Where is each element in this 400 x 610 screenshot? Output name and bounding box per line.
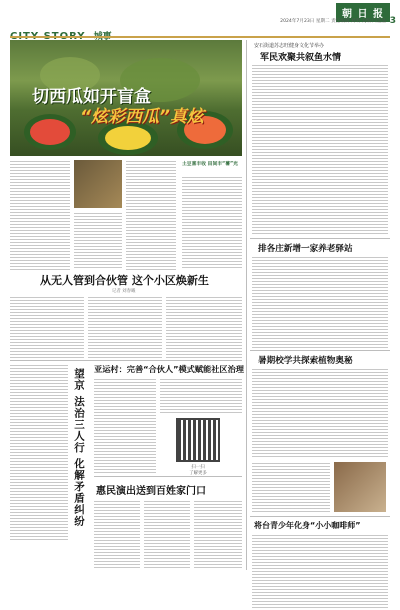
army-kicker: 安石街道苏志旺健身文化节举办 xyxy=(254,43,325,49)
army-story xyxy=(252,64,388,236)
divider-3 xyxy=(250,516,390,517)
left-vertical-headline: 望京 法治三人行 化解矛盾纠纷 xyxy=(73,368,85,527)
sub-story-col1 xyxy=(94,378,156,474)
lead-headline-1: 切西瓜如开盲盒 xyxy=(32,87,151,107)
lead-story-col1 xyxy=(10,160,70,270)
potato-headline-box xyxy=(182,160,242,174)
qr-caption: 扫一扫 了解更多 xyxy=(189,465,207,476)
coffee-story-top xyxy=(252,462,330,512)
middle-story-col2 xyxy=(88,296,162,358)
page-number: 3 xyxy=(389,16,396,26)
sub-story-col2 xyxy=(160,378,242,414)
coffee-photo xyxy=(334,462,386,512)
middle-story-col1 xyxy=(10,296,84,358)
army-headline: 军民欢聚共叙鱼水情 xyxy=(260,53,342,63)
bottom-story-col2 xyxy=(144,500,190,570)
middle-byline: 记者 刘春曦 xyxy=(112,289,136,294)
bottom-story-col1 xyxy=(94,500,140,570)
coffee-headline: 将台青少年化身“小小咖啡师” xyxy=(254,521,361,530)
potato-story xyxy=(182,176,242,270)
lead-story-col3 xyxy=(126,160,176,270)
masthead xyxy=(0,0,400,38)
divider-2 xyxy=(250,350,390,351)
lead-photo-small xyxy=(74,160,122,208)
left-vertical-story xyxy=(10,364,68,542)
masthead-rule xyxy=(10,36,390,38)
bottom-headline: 惠民演出送到百姓家门口 xyxy=(96,486,206,497)
sub-headline: 亚运村：完善“合伙人”模式赋能社区治理 xyxy=(94,364,244,374)
masthead-logo: 朝 日 报 xyxy=(336,3,390,22)
left-vertical-box xyxy=(10,364,90,544)
potato-headline: 土豆喜丰收 田间丰“薯”光 xyxy=(182,162,238,167)
watermelon-photo xyxy=(10,40,242,156)
qr-code[interactable] xyxy=(176,418,220,462)
lead-headline-2: “炫彩西瓜”真炫 xyxy=(80,107,204,127)
column-divider-right xyxy=(246,40,247,570)
elderly-station-story xyxy=(252,256,388,348)
coffee-story xyxy=(252,534,388,610)
date-line: 2024年7月23日 星期二 责任编辑 刘明 美编 闫金晶 xyxy=(280,19,386,24)
elderly-station-headline: 排各庄新增一家养老驿站 xyxy=(258,244,353,254)
right-column xyxy=(250,40,390,575)
lead-story-col2 xyxy=(74,212,122,270)
divider-1 xyxy=(250,238,390,239)
plant-headline: 暑期校学共探索植物奥秘 xyxy=(258,356,353,366)
divider-bottom xyxy=(94,476,242,477)
bottom-story-col3 xyxy=(194,500,242,570)
middle-headline: 从无人管到合伙管 这个小区焕新生 xyxy=(40,274,209,287)
middle-story-col3 xyxy=(166,296,242,358)
plant-story xyxy=(252,368,388,458)
divider-middle xyxy=(10,360,242,361)
